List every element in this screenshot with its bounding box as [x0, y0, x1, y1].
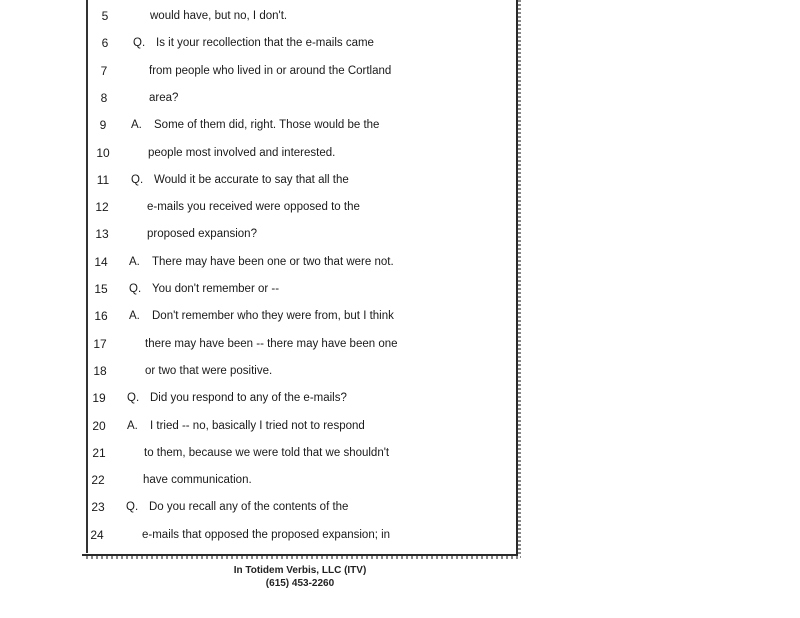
- line-number: 11: [96, 173, 110, 187]
- line-number: 17: [93, 337, 107, 351]
- line-text: e-mails you received were opposed to the: [147, 201, 360, 213]
- line-text: area?: [149, 92, 179, 104]
- transcript-line: [0, 279, 800, 299]
- line-number: 5: [101, 9, 109, 23]
- line-number: 23: [91, 500, 105, 514]
- line-text: or two that were positive.: [145, 365, 273, 377]
- footer-phone: (615) 453-2260: [265, 578, 335, 589]
- line-text: proposed expansion?: [147, 228, 257, 240]
- transcript-line: [0, 143, 800, 163]
- speaker-marker: Q.: [131, 174, 144, 186]
- line-number: 7: [100, 64, 108, 78]
- line-number: 22: [91, 473, 105, 487]
- line-number: 19: [92, 391, 106, 405]
- line-number: 8: [100, 91, 108, 105]
- line-text: from people who lived in or around the Cortland: [149, 65, 392, 77]
- footer-company: In Totidem Verbis, LLC (ITV): [233, 565, 367, 576]
- transcript-line: [0, 224, 800, 244]
- transcript-line: [0, 88, 800, 108]
- line-number: 9: [99, 118, 107, 132]
- transcript-line: [0, 525, 800, 545]
- line-number: 10: [96, 146, 110, 160]
- speaker-marker: A.: [129, 256, 140, 268]
- speaker-marker: Q.: [127, 392, 140, 404]
- line-text: to them, because we were told that we shouldn't: [144, 447, 390, 459]
- speaker-marker: Q.: [126, 501, 139, 513]
- line-number: 6: [101, 36, 109, 50]
- transcript-line: [0, 33, 800, 53]
- speaker-marker: Q.: [133, 37, 146, 49]
- transcript-line: [0, 306, 800, 326]
- transcript-line: [0, 416, 800, 436]
- line-number: 13: [95, 227, 109, 241]
- page-edge-bottom: [86, 556, 520, 559]
- speaker-marker: A.: [127, 420, 138, 432]
- transcript-line: [0, 197, 800, 217]
- line-text: I tried -- no, basically I tried not to respond: [150, 420, 365, 432]
- line-text: would have, but no, I don't.: [150, 10, 288, 22]
- line-text: there may have been -- there may have been one: [145, 338, 398, 350]
- speaker-marker: A.: [129, 310, 140, 322]
- transcript-line: [0, 497, 800, 517]
- transcript-line: [0, 334, 800, 354]
- transcript-line: [0, 361, 800, 381]
- line-number: 21: [92, 446, 106, 460]
- speaker-marker: Q.: [129, 283, 142, 295]
- line-text: Some of them did, right. Those would be the: [154, 119, 380, 131]
- line-number: 16: [94, 309, 108, 323]
- line-number: 12: [95, 200, 109, 214]
- transcript-line: [0, 443, 800, 463]
- line-text: Don't remember who they were from, but I think: [152, 310, 394, 322]
- line-text: people most involved and interested.: [148, 147, 336, 159]
- transcript-line: [0, 170, 800, 190]
- transcript-line: [0, 61, 800, 81]
- line-text: There may have been one or two that were not.: [152, 256, 394, 268]
- transcript-line: [0, 388, 800, 408]
- line-text: Do you recall any of the contents of the: [149, 501, 349, 513]
- line-text: e-mails that opposed the proposed expansion; in: [142, 529, 391, 541]
- line-number: 18: [93, 364, 107, 378]
- transcript-line: [0, 252, 800, 272]
- line-text: Would it be accurate to say that all the: [154, 174, 349, 186]
- line-text: Is it your recollection that the e-mails came: [156, 37, 374, 49]
- speaker-marker: A.: [131, 119, 142, 131]
- transcript-line: [0, 6, 800, 26]
- line-number: 14: [94, 255, 108, 269]
- line-text: have communication.: [143, 474, 252, 486]
- line-text: Did you respond to any of the e-mails?: [150, 392, 347, 404]
- transcript-line: [0, 115, 800, 135]
- transcript-line: [0, 470, 800, 490]
- line-text: You don't remember or --: [152, 283, 280, 295]
- line-number: 15: [94, 282, 108, 296]
- line-number: 24: [90, 528, 104, 542]
- line-number: 20: [92, 419, 106, 433]
